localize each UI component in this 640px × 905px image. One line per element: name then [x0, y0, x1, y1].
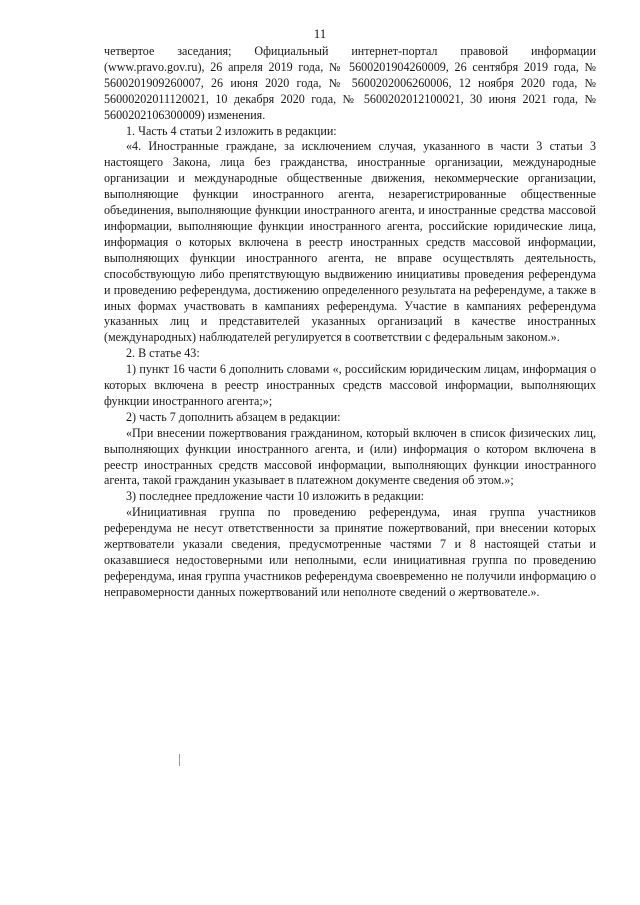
scan-artifact-mark: [179, 754, 180, 766]
paragraph-part-4-text: «4. Иностранные граждане, за исключением случая, указанного в части 3 статьи 3 настоящего Закона, лица без гражданства, иностранные организации, международные организации и международные общественные движения, некоммерческие организации, выполняющие функции иностранного агента, незарегистрированные общественные объединения, выполняющие функции иностранного агента, и иностранные средства массовой информации, выполняющие функции иностранного агента, российские юридические лица, информация о которых включена в реестр иностранных средств массовой информации, выполняющих функции иностранного агента, не вправе осуществлять деятельность, способствующую либо препятствующую выдвижению инициативы проведения референдума и проведению референдума, достижению определенного результата на референдуме, а также в иных формах участвовать в кампаниях референдума. Участие в кампаниях референдума указанных лиц и представителей указанных организаций в качестве иностранных (международных) наблюдателей регулируется в соответствии с федеральным законом.».: [104, 139, 596, 345]
document-body: [104, 44, 596, 601]
paragraph-subitem-2: 2) часть 7 дополнить абзацем в редакции:: [126, 409, 341, 424]
paragraph-donation-text: «При внесении пожертвования гражданином, который включен в список физических лиц, выполняющих функции иностранного агента, и (или) информация о котором включена в реестр иностранных средств массовой информации, выполняющих функции иностранного агента, такой гражданин указывает в платежном документе сведения об этом.»;: [104, 425, 596, 488]
paragraph-item-1: 1. Часть 4 статьи 2 изложить в редакции:: [126, 123, 337, 138]
paragraph-subitem-1: 1) пункт 16 части 6 дополнить словами «, российским юридическим лицам, информация о которых включена в реестр иностранных средств массовой информации, выполняющих функции иностранного агента;»;: [104, 362, 596, 408]
paragraph-subitem-3: 3) последнее предложение части 10 изложить в редакции:: [126, 489, 425, 504]
paragraph-continuation: четвертое заседания; Официальный интернет-портал правовой информации (www.pravo.gov.ru), 26 апреля 2019 года, № 5600201904260009, 26 сентября 2019 года, № 5600201909260007, 26 июня 2020 года, № 5600202006260006, 12 ноября 2020 года, № 56000202011120021, 10 декабря 2020 года, № 5600202012100021, 30 июня 2021 года, № 5600202106300009) изменения.: [104, 44, 596, 122]
paragraph-initiative-group-text: «Инициативная группа по проведению референдума, иная группа участников референдума не несут ответственности за принятие пожертвований, при внесении которых жертвователи указали сведения, предусмотренные частями 7 и 8 настоящей статьи и оказавшиеся недостоверными или неполными, если инициативная группа по проведению референдума, иная группа участников референдума своевременно не получили информацию о неправомерности данных пожертвований или неполноте сведений о жертвователе.».: [104, 505, 596, 599]
paragraph-item-2: 2. В статье 43:: [126, 346, 200, 361]
page-number: 11: [313, 26, 327, 41]
